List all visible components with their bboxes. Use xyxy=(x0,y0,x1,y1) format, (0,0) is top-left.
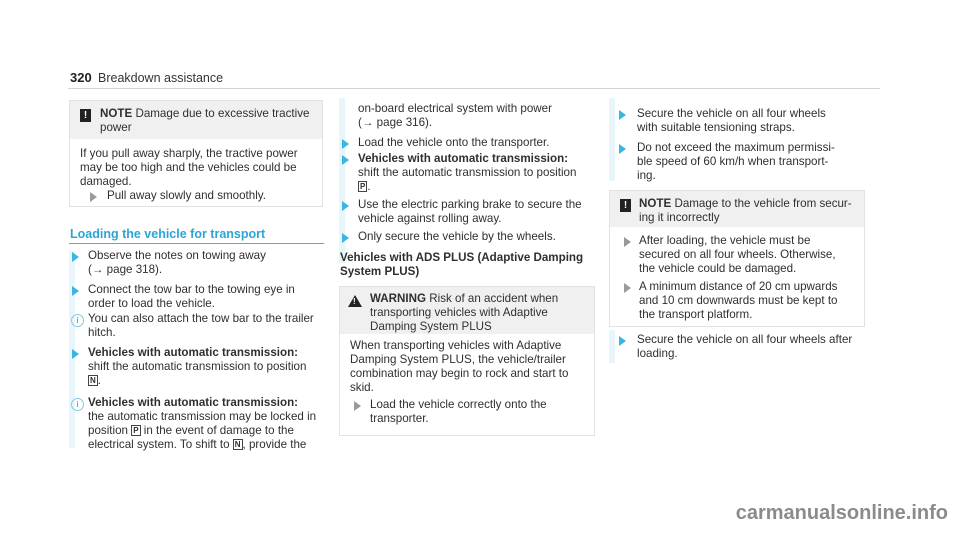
info-icon: i xyxy=(71,398,84,411)
warning-body-1: When transporting vehicles with Adaptive xyxy=(350,339,562,352)
warning-step-2: transporter. xyxy=(370,412,429,425)
step-arrow-icon xyxy=(342,155,349,165)
note-label: NOTE xyxy=(100,107,133,120)
warning-box xyxy=(339,286,595,436)
step-connect-1: Connect the tow bar to the towing eye in xyxy=(88,283,295,296)
step-arrow-icon xyxy=(619,110,626,120)
step-secure-2: with suitable tensioning straps. xyxy=(637,121,795,134)
note-body-1: If you pull away sharply, the tractive power xyxy=(80,147,298,160)
note-label: NOTE xyxy=(639,197,672,210)
warning-body-4: skid. xyxy=(350,381,374,394)
warning-body-2: Damping System PLUS, the vehicle/trailer xyxy=(350,353,566,366)
gear-p-key: P xyxy=(360,182,366,191)
step-bar xyxy=(609,98,615,181)
step-arrow-icon xyxy=(619,144,626,154)
info-auto-3a: electrical system. To shift to xyxy=(88,438,233,451)
step-arrow-icon xyxy=(342,233,349,243)
step-arrow-icon xyxy=(624,283,631,293)
step-auto-2-1: shift the automatic transmission to position xyxy=(358,166,577,179)
warning-heading-2: transporting vehicles with Adaptive xyxy=(370,306,548,319)
step-brake-2: vehicle against rolling away. xyxy=(358,212,502,225)
step-wheels: Only secure the vehicle by the wheels. xyxy=(358,230,556,243)
page-title: Breakdown assistance xyxy=(98,71,224,85)
note-step-b-2: and 10 cm downwards must be kept to xyxy=(639,294,838,307)
note-step-a-1: After loading, the vehicle must be xyxy=(639,234,811,247)
ads-heading-1: Vehicles with ADS PLUS (Adaptive Damping xyxy=(340,251,584,264)
step-connect-2: order to load the vehicle. xyxy=(88,297,215,310)
step-secure-after-2: loading. xyxy=(637,347,678,360)
step-speed-1: Do not exceed the maximum permissi- xyxy=(637,141,835,154)
note-box-securing xyxy=(609,190,865,327)
note-step-a-2: secured on all four wheels. Otherwise, xyxy=(639,248,836,261)
note-step-b-3: the transport platform. xyxy=(639,308,753,321)
step-observe-1: Observe the notes on towing away xyxy=(88,249,266,262)
note-heading: Damage due to excessive tractive xyxy=(135,107,310,120)
gear-n-key: N xyxy=(90,376,96,385)
step-observe-2: (→ page 318). xyxy=(88,263,163,276)
step-speed-3: ing. xyxy=(637,169,656,182)
step-arrow-icon xyxy=(72,286,79,296)
page-number: 320 xyxy=(70,70,92,85)
step-arrow-icon xyxy=(342,201,349,211)
note-box-tractive-power xyxy=(69,100,323,207)
watermark: carmanualsonline.info xyxy=(735,502,948,524)
section-title: Loading the vehicle for transport xyxy=(70,227,266,241)
step-load: Load the vehicle onto the transporter. xyxy=(358,136,550,149)
note-heading-2: power xyxy=(100,121,132,134)
note-step: Pull away slowly and smoothly. xyxy=(107,189,266,202)
cont-text-2: (→ page 316). xyxy=(358,116,433,129)
step-auto-end: . xyxy=(97,374,102,387)
info-tow-2: hitch. xyxy=(88,326,116,339)
section-rule xyxy=(69,243,324,244)
note-body-2: may be too high and the vehicles could be xyxy=(80,161,297,174)
step-arrow-icon xyxy=(72,349,79,359)
info-icon: i xyxy=(71,314,84,327)
warning-body-3: combination may begin to rock and start to xyxy=(350,367,569,380)
info-auto-2a: position xyxy=(88,424,132,437)
step-arrow-icon xyxy=(624,237,631,247)
note-body-3: damaged. xyxy=(80,175,132,188)
note-step-a-3: the vehicle could be damaged. xyxy=(639,262,797,275)
cont-text-1: on-board electrical system with power xyxy=(358,102,552,115)
step-auto-head-2: Vehicles with automatic transmission: xyxy=(358,152,569,165)
warning-icon: ! xyxy=(348,295,362,307)
step-auto-head: Vehicles with automatic transmission: xyxy=(88,346,299,359)
warning-heading-1: Risk of an accident when xyxy=(429,292,559,305)
note-step-b-1: A minimum distance of 20 cm upwards xyxy=(639,280,838,293)
info-auto-2b: in the event of damage to the xyxy=(140,424,294,437)
info-tow-1: You can also attach the tow bar to the trailer xyxy=(88,312,314,325)
step-arrow-icon xyxy=(354,401,361,411)
ads-heading-2: System PLUS) xyxy=(340,265,420,278)
step-arrow-icon xyxy=(619,336,626,346)
step-bar xyxy=(609,330,615,363)
step-arrow-icon xyxy=(90,192,97,202)
note-icon: ! xyxy=(620,199,631,212)
warning-label: WARNING xyxy=(370,292,427,305)
note-heading-1: Damage to the vehicle from secur- xyxy=(674,197,852,210)
warning-step-1: Load the vehicle correctly onto the xyxy=(370,398,547,411)
step-arrow-icon xyxy=(342,139,349,149)
step-secure-1: Secure the vehicle on all four wheels xyxy=(637,107,826,120)
note-icon: ! xyxy=(80,109,91,122)
step-arrow-icon xyxy=(72,252,79,262)
info-auto-1: the automatic transmission may be locked in xyxy=(88,410,317,423)
info-auto-3b: , provide the xyxy=(242,438,307,451)
step-secure-after-1: Secure the vehicle on all four wheels after xyxy=(637,333,853,346)
step-auto-1: shift the automatic transmission to position xyxy=(88,360,307,373)
warning-heading-3: Damping System PLUS xyxy=(370,320,492,333)
step-speed-2: ble speed of 60 km/h when transport- xyxy=(637,155,829,168)
note-heading-2: ing it incorrectly xyxy=(639,211,720,224)
step-auto-2-end: . xyxy=(367,180,371,193)
step-brake-1: Use the electric parking brake to secure the xyxy=(358,198,582,211)
header-rule xyxy=(68,88,880,89)
gear-n-key: N xyxy=(234,440,241,449)
info-auto-head: Vehicles with automatic transmission: xyxy=(88,396,299,409)
gear-p-key: P xyxy=(133,426,139,435)
